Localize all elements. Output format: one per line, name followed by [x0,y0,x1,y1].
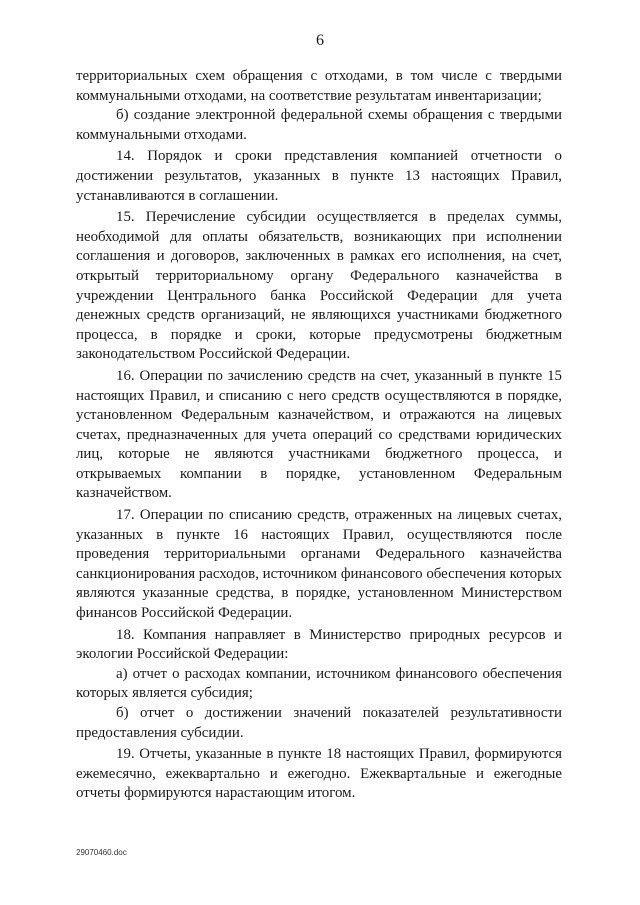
paragraph-item-b-schema: б) создание электронной федеральной схемы обращения с твердыми коммунальными отходами. [76,107,562,143]
paragraph-16: 16. Операции по зачислению средств на счет, указанный в пункте 15 настоящих Правил, и списанию с него средств осуществляются в порядке, установленном Федеральным казначейством, и отражаются на лицевых счетах, предназначенных для учета операций со средствами юридических лиц, которые не являются участниками бюджетного процесса, и открываемых компании в порядке, установленном Федеральным казначейством. [76,367,562,502]
paragraph-18-item-b: б) отчет о достижении значений показателей результативности предоставления субсидии. [76,705,562,741]
paragraph-14: 14. Порядок и сроки представления компанией отчетности о достижении результатов, указанных в пункте 13 настоящих Правил, устанавливаются в соглашении. [76,148,562,204]
document-body [76,67,562,804]
paragraph-18: 18. Компания направляет в Министерство природных ресурсов и экологии Российской Федерации: [76,626,562,663]
paragraph-continuation: территориальных схем обращения с отходами, в том числе с твердыми коммунальными отходами, на соответствие результатам инвентаризации; [76,68,562,104]
paragraph-19: 19. Отчеты, указанные в пункте 18 настоящих Правил, формируются ежемесячно, ежеквартально и ежегодно. Ежеквартальные и ежегодные отчеты формируются нарастающим итогом. [76,746,562,802]
page-number: 6 [316,32,324,49]
file-name-footer: 29070460.doc [76,848,127,857]
paragraph-18-item-a: а) отчет о расходах компании, источником финансового обеспечения которых является субсидия; [76,665,562,702]
paragraph-15: 15. Перечисление субсидии осуществляется в пределах суммы, необходимой для оплаты обязательств, возникающих при исполнении соглашения и договоров, заключенных в рамках его исполнения, на счет, открытый территориальному органу Федерального казначейства в учреждении Центрального банка Российской Федерации для учета денежных средств организаций, не являющихся участниками бюджетного процесса, в порядке и сроки, которые предусмотрены бюджетным законодательством Российской Федерации. [76,209,562,363]
paragraph-17: 17. Операции по списанию средств, отраженных на лицевых счетах, указанных в пункте 16 настоящих Правил, осуществляются после проведения территориальными органами Федерального казначейства санкционирования расходов, источником финансового обеспечения которых являются указанные средства, в порядке, установленном Министерством финансов Российской Федерации. [76,507,562,622]
